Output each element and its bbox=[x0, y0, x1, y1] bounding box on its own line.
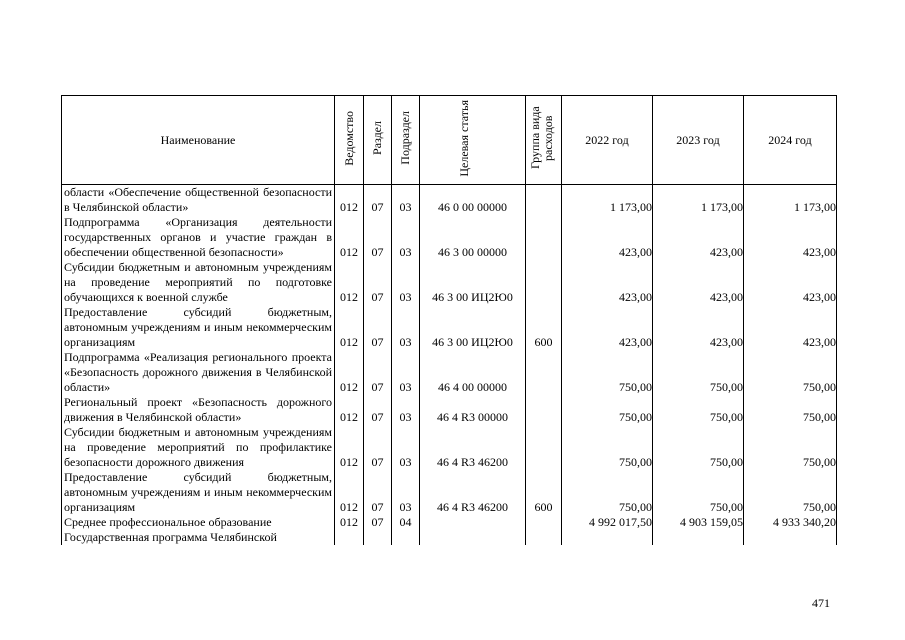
row-razdel: 07 bbox=[364, 425, 392, 470]
row-celevaya: 46 4 R3 46200 bbox=[420, 425, 526, 470]
row-vedomstvo: 012 bbox=[335, 425, 364, 470]
header-2023: 2023 год bbox=[653, 96, 744, 185]
row-gruppa bbox=[526, 260, 562, 305]
row-2023: 4 903 159,05 bbox=[653, 515, 744, 530]
row-celevaya: 46 4 R3 46200 bbox=[420, 470, 526, 515]
row-podrazdel: 03 bbox=[392, 425, 420, 470]
row-vedomstvo: 012 bbox=[335, 185, 364, 216]
row-razdel: 07 bbox=[364, 470, 392, 515]
row-2022: 1 173,00 bbox=[562, 185, 653, 216]
row-name: Государственная программа Челябинской bbox=[62, 530, 335, 545]
row-razdel: 07 bbox=[364, 515, 392, 530]
row-gruppa: 600 bbox=[526, 305, 562, 350]
row-name: области «Обеспечение общественной безопасности в Челябинской области» bbox=[62, 185, 335, 216]
row-gruppa bbox=[526, 215, 562, 260]
row-2024: 1 173,00 bbox=[744, 185, 837, 216]
row-razdel bbox=[364, 530, 392, 545]
row-celevaya bbox=[420, 515, 526, 530]
row-name: Подпрограмма «Реализация регионального проекта «Безопасность дорожного движения в Челябинской области» bbox=[62, 350, 335, 395]
page-number: 471 bbox=[812, 596, 830, 610]
row-2022: 4 992 017,50 bbox=[562, 515, 653, 530]
row-2024: 750,00 bbox=[744, 470, 837, 515]
row-2023 bbox=[653, 530, 744, 545]
row-2022: 423,00 bbox=[562, 215, 653, 260]
row-razdel: 07 bbox=[364, 350, 392, 395]
row-razdel: 07 bbox=[364, 215, 392, 260]
row-celevaya: 46 3 00 ИЦ2Ю0 bbox=[420, 305, 526, 350]
row-2022: 750,00 bbox=[562, 350, 653, 395]
header-name: Наименование bbox=[62, 96, 335, 185]
row-2023: 423,00 bbox=[653, 215, 744, 260]
row-razdel: 07 bbox=[364, 185, 392, 216]
row-gruppa bbox=[526, 530, 562, 545]
header-celevaya: Целевая статья bbox=[420, 96, 526, 185]
row-vedomstvo: 012 bbox=[335, 305, 364, 350]
row-2023: 750,00 bbox=[653, 425, 744, 470]
row-vedomstvo bbox=[335, 530, 364, 545]
row-2024: 423,00 bbox=[744, 305, 837, 350]
row-2022: 423,00 bbox=[562, 260, 653, 305]
row-2022: 423,00 bbox=[562, 305, 653, 350]
row-2024: 4 933 340,20 bbox=[744, 515, 837, 530]
table-row bbox=[62, 305, 837, 350]
row-vedomstvo: 012 bbox=[335, 260, 364, 305]
table-row bbox=[62, 215, 837, 260]
row-2022: 750,00 bbox=[562, 395, 653, 425]
row-2023: 750,00 bbox=[653, 350, 744, 395]
row-podrazdel bbox=[392, 530, 420, 545]
row-gruppa bbox=[526, 350, 562, 395]
header-2022: 2022 год bbox=[562, 96, 653, 185]
table-row bbox=[62, 470, 837, 515]
row-gruppa bbox=[526, 425, 562, 470]
row-vedomstvo: 012 bbox=[335, 215, 364, 260]
row-2022: 750,00 bbox=[562, 425, 653, 470]
budget-table bbox=[61, 95, 837, 545]
table-row bbox=[62, 185, 837, 216]
row-2022 bbox=[562, 530, 653, 545]
table-row bbox=[62, 395, 837, 425]
row-2024: 423,00 bbox=[744, 260, 837, 305]
row-gruppa bbox=[526, 515, 562, 530]
header-razdel: Раздел bbox=[364, 96, 392, 185]
row-celevaya: 46 0 00 00000 bbox=[420, 185, 526, 216]
row-podrazdel: 03 bbox=[392, 260, 420, 305]
row-2023: 423,00 bbox=[653, 260, 744, 305]
row-podrazdel: 03 bbox=[392, 305, 420, 350]
row-vedomstvo: 012 bbox=[335, 515, 364, 530]
row-2024 bbox=[744, 530, 837, 545]
row-celevaya bbox=[420, 530, 526, 545]
row-name: Субсидии бюджетным и автономным учреждениям на проведение мероприятий по подготовке обучающихся к военной службе bbox=[62, 260, 335, 305]
table-row bbox=[62, 425, 837, 470]
row-2023: 1 173,00 bbox=[653, 185, 744, 216]
row-2023: 750,00 bbox=[653, 395, 744, 425]
row-2024: 750,00 bbox=[744, 350, 837, 395]
row-podrazdel: 03 bbox=[392, 215, 420, 260]
row-2023: 423,00 bbox=[653, 305, 744, 350]
row-gruppa bbox=[526, 185, 562, 216]
row-podrazdel: 04 bbox=[392, 515, 420, 530]
row-name: Региональный проект «Безопасность дорожного движения в Челябинской области» bbox=[62, 395, 335, 425]
header-vedomstvo: Ведомство bbox=[335, 96, 364, 185]
row-razdel: 07 bbox=[364, 260, 392, 305]
table-row bbox=[62, 515, 837, 530]
row-vedomstvo: 012 bbox=[335, 350, 364, 395]
row-2023: 750,00 bbox=[653, 470, 744, 515]
table-header-row bbox=[62, 96, 837, 185]
row-podrazdel: 03 bbox=[392, 350, 420, 395]
row-celevaya: 46 4 00 00000 bbox=[420, 350, 526, 395]
row-podrazdel: 03 bbox=[392, 470, 420, 515]
row-razdel: 07 bbox=[364, 395, 392, 425]
row-celevaya: 46 3 00 00000 bbox=[420, 215, 526, 260]
table-row bbox=[62, 260, 837, 305]
row-gruppa bbox=[526, 395, 562, 425]
row-name: Подпрограмма «Организация деятельности государственных органов и участие граждан в обеспечении общественной безопасности» bbox=[62, 215, 335, 260]
row-celevaya: 46 4 R3 00000 bbox=[420, 395, 526, 425]
row-vedomstvo: 012 bbox=[335, 395, 364, 425]
row-2022: 750,00 bbox=[562, 470, 653, 515]
header-2024: 2024 год bbox=[744, 96, 837, 185]
row-name: Субсидии бюджетным и автономным учреждениям на проведение мероприятий по профилактике безопасности дорожного движения bbox=[62, 425, 335, 470]
row-name: Предоставление субсидий бюджетным, автономным учреждениям и иным некоммерческим организациям bbox=[62, 305, 335, 350]
row-razdel: 07 bbox=[364, 305, 392, 350]
row-name: Предоставление субсидий бюджетным, автономным учреждениям и иным некоммерческим организациям bbox=[62, 470, 335, 515]
header-podrazdel: Подраздел bbox=[392, 96, 420, 185]
table-row bbox=[62, 350, 837, 395]
row-celevaya: 46 3 00 ИЦ2Ю0 bbox=[420, 260, 526, 305]
row-name: Среднее профессиональное образование bbox=[62, 515, 335, 530]
row-gruppa: 600 bbox=[526, 470, 562, 515]
row-2024: 423,00 bbox=[744, 215, 837, 260]
row-podrazdel: 03 bbox=[392, 185, 420, 216]
header-gruppa: Группа вида расходов bbox=[526, 96, 562, 185]
row-2024: 750,00 bbox=[744, 395, 837, 425]
row-2024: 750,00 bbox=[744, 425, 837, 470]
row-vedomstvo: 012 bbox=[335, 470, 364, 515]
row-podrazdel: 03 bbox=[392, 395, 420, 425]
table-row bbox=[62, 530, 837, 545]
